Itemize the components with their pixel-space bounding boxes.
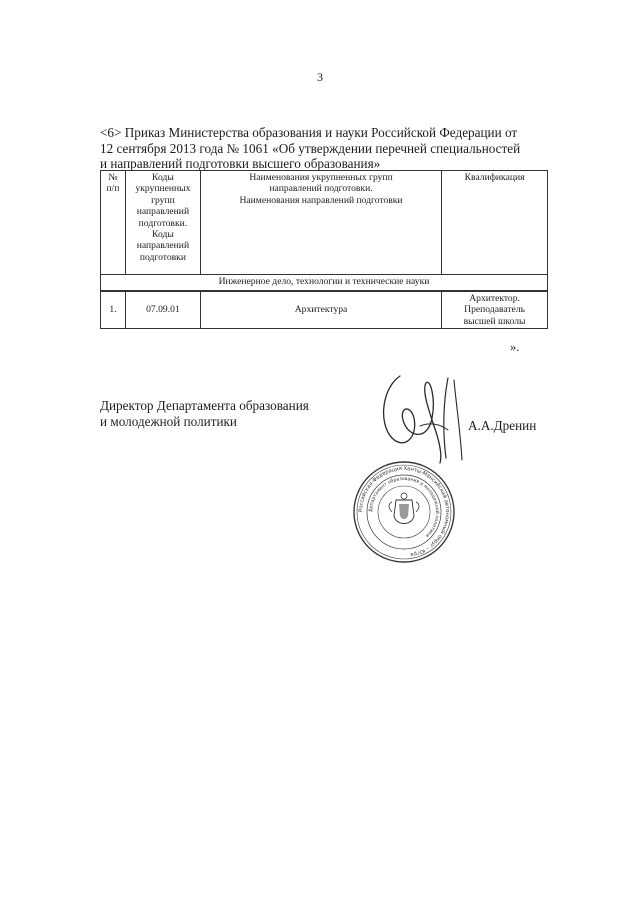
closing-quote: ». bbox=[510, 340, 520, 354]
table-group-row bbox=[101, 275, 548, 292]
row-name: Архитектура bbox=[200, 291, 441, 329]
director-line-2: и молодежной политики bbox=[100, 413, 237, 429]
table-row bbox=[101, 291, 548, 329]
seal-outer-text: Российская Федерация Ханты-Мансийский автономный округ – Югра bbox=[357, 465, 451, 558]
official-seal-icon bbox=[352, 460, 456, 564]
header-codes: Коды укрупненных групп направлений подготовки. Коды направлений подготовки bbox=[125, 171, 200, 275]
row-qualification: Архитектор. Преподаватель высшей школы bbox=[442, 291, 548, 329]
row-code: 07.09.01 bbox=[125, 291, 200, 329]
director-title bbox=[100, 398, 309, 429]
table-header-row bbox=[101, 171, 548, 275]
footnote-line-2: 12 сентября 2013 года № 1061 «Об утверждении перечней специальностей bbox=[100, 140, 521, 156]
footnote-line-3: и направлений подготовки высшего образования» bbox=[100, 156, 381, 171]
handwritten-signature bbox=[370, 368, 480, 468]
director-line-1: Директор Департамента образования bbox=[100, 398, 309, 413]
header-number: № п/п bbox=[101, 171, 126, 275]
footnote bbox=[100, 125, 548, 172]
seal-inner-text: Департамент образования и молодежной политики bbox=[368, 476, 440, 538]
row-number: 1. bbox=[101, 291, 126, 329]
header-names: Наименования укрупненных групп направлений подготовки. Наименования направлений подготовки bbox=[200, 171, 441, 275]
footnote-line-1: <6> Приказ Министерства образования и науки Российской Федерации от bbox=[100, 125, 518, 140]
signer-name: А.А.Дренин bbox=[468, 418, 537, 433]
group-title: Инженерное дело, технологии и технические науки bbox=[101, 275, 548, 292]
page-number: 3 bbox=[317, 70, 323, 84]
specialties-table bbox=[100, 170, 548, 329]
header-qualification: Квалификация bbox=[442, 171, 548, 275]
